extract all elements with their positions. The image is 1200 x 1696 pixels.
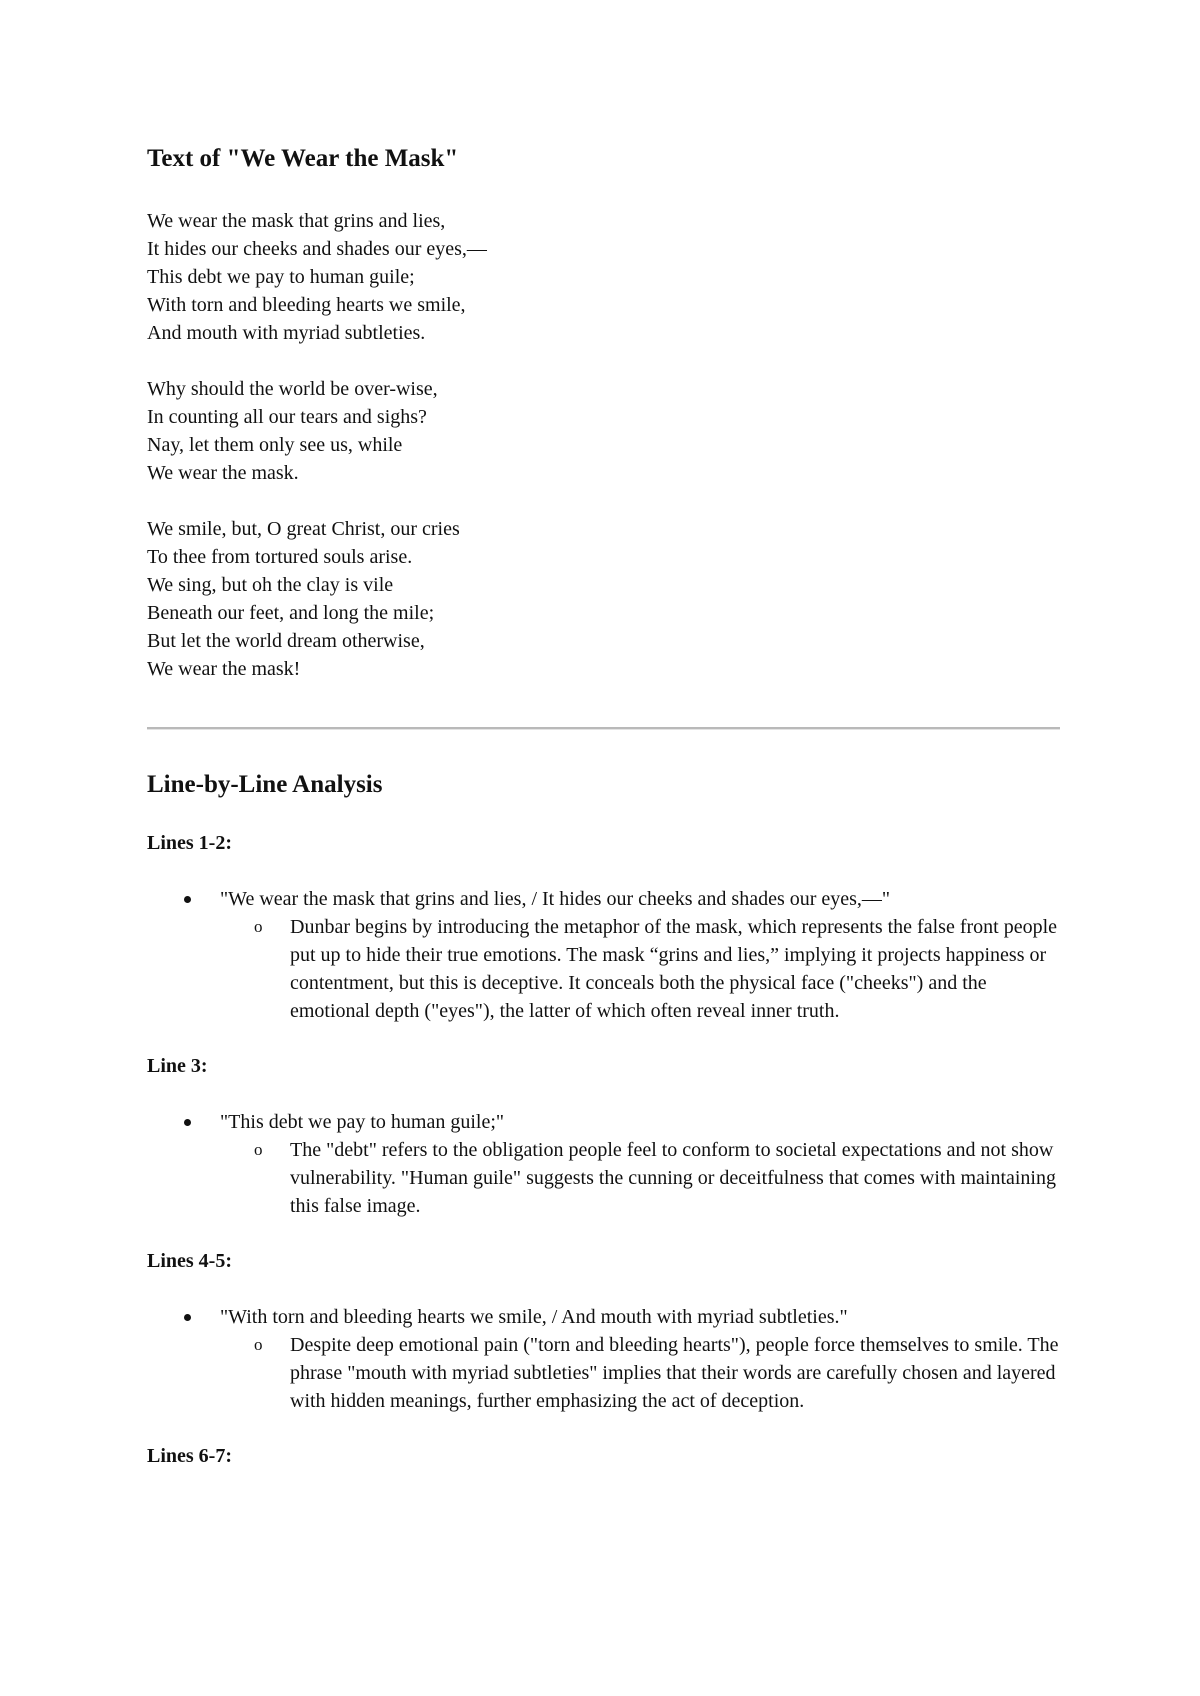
poem-line: This debt we pay to human guile;: [147, 266, 415, 288]
document-content: [147, 142, 1062, 1470]
stanza-2: [147, 375, 1062, 487]
circle-bullet-icon: o: [254, 1140, 263, 1159]
quote-text: "We wear the mask that grins and lies, / It hides our cheeks and shades our eyes,—": [220, 888, 891, 910]
poem-line: Beneath our feet, and long the mile;: [147, 602, 435, 624]
poem-line: We sing, but oh the clay is vile: [147, 574, 394, 596]
section-heading: Lines 4-5:: [147, 1250, 232, 1272]
bullet-icon: [184, 1314, 191, 1321]
sub-list: [220, 1136, 1062, 1220]
stanza-1: [147, 207, 1062, 347]
bullet-icon: [184, 896, 191, 903]
poem-line: In counting all our tears and sighs?: [147, 406, 427, 428]
circle-bullet-icon: o: [254, 1335, 263, 1354]
list-item: [147, 1108, 1062, 1220]
poem-line: With torn and bleeding hearts we smile,: [147, 294, 466, 316]
section-heading: Lines 1-2:: [147, 832, 232, 854]
sub-list: [220, 1331, 1062, 1415]
poem-line: It hides our cheeks and shades our eyes,—: [147, 238, 487, 260]
circle-bullet-icon: o: [254, 917, 263, 936]
poem-line: But let the world dream otherwise,: [147, 630, 425, 652]
stanza-3: [147, 515, 1062, 683]
poem-title: Text of "We Wear the Mask": [147, 145, 459, 172]
explanation-text: Dunbar begins by introducing the metaphor of the mask, which represents the false front people put up to hide their true emotions. The mask “grins and lies,” implying it projects happiness or contentment, but this is deceptive. It conceals both the physical face ("cheeks") and the emotional depth ("eyes"), the latter of which often reveal inner truth.: [290, 916, 1058, 1022]
horizontal-rule: [147, 727, 1060, 730]
poem-line: We wear the mask!: [147, 658, 301, 680]
poem-line: And mouth with myriad subtleties.: [147, 322, 426, 344]
list-item: [147, 885, 1062, 1025]
quote-text: "With torn and bleeding hearts we smile, / And mouth with myriad subtleties.": [220, 1306, 848, 1328]
explanation-text: Despite deep emotional pain ("torn and bleeding hearts"), people force themselves to smile. The phrase "mouth with myriad subtleties" implies that their words are carefully chosen and layered with hidden meanings, further emphasizing the act of deception.: [290, 1334, 1059, 1412]
explanation-text: The "debt" refers to the obligation people feel to conform to societal expectations and not show vulnerability. "Human guile" suggests the cunning or deceitfulness that comes with maintaining this false image.: [290, 1139, 1056, 1217]
section-heading: Line 3:: [147, 1055, 208, 1077]
poem-line: We wear the mask.: [147, 462, 299, 484]
poem-line: To thee from tortured souls arise.: [147, 546, 413, 568]
sub-list: [220, 913, 1062, 1025]
poem-line: Nay, let them only see us, while: [147, 434, 403, 456]
bullet-list: [147, 885, 1062, 1025]
quote-text: "This debt we pay to human guile;": [220, 1111, 505, 1133]
sub-list-item: [219, 913, 1062, 1025]
bullet-icon: [184, 1119, 191, 1126]
list-item: [147, 1303, 1062, 1415]
sub-list-item: [219, 1136, 1062, 1220]
sub-list-item: [219, 1331, 1062, 1415]
poem-text: [147, 207, 1062, 683]
section-heading: Lines 6-7:: [147, 1445, 232, 1467]
poem-line: Why should the world be over-wise,: [147, 378, 438, 400]
bullet-list: [147, 1108, 1062, 1220]
poem-line: We wear the mask that grins and lies,: [147, 210, 446, 232]
poem-line: We smile, but, O great Christ, our cries: [147, 518, 460, 540]
analysis-title: Line-by-Line Analysis: [147, 771, 383, 798]
bullet-list: [147, 1303, 1062, 1415]
